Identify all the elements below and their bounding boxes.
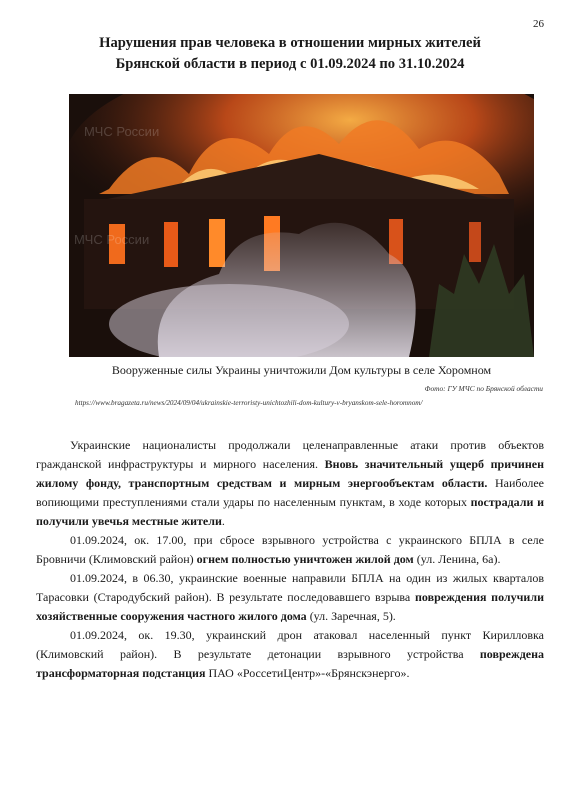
watermark-text: МЧС России	[74, 232, 150, 247]
body-text	[36, 436, 544, 683]
photo-caption: Вооруженные силы Украины уничтожили Дом культуры в селе Хоромном	[111, 363, 492, 377]
text-run: 01.09.2024, ок. 17.00, при сбросе взрывного устройства с украинского БПЛА в селе Бровничи (Климовский район)	[36, 533, 544, 566]
paragraph	[36, 626, 544, 683]
watermark-text: МЧС России	[84, 124, 160, 139]
text-run: .	[221, 514, 225, 528]
paragraph	[36, 569, 544, 626]
bold-text-run: повреждена трансформаторная подстанция	[36, 647, 544, 680]
window-6	[469, 222, 481, 262]
text-run: (ул. Заречная, 5).	[306, 609, 396, 623]
text-run: ПАО «РоссетиЦентр»-«Брянскэнерго».	[205, 666, 410, 680]
photo-credit: Фото: ГУ МЧС по Брянской области	[424, 384, 543, 393]
paragraph	[36, 436, 544, 531]
text-run: (ул. Ленина, 6а).	[413, 552, 501, 566]
title-line-1: Нарушения прав человека в отношении мирных жителей	[99, 35, 481, 51]
text-run: 01.09.2024, в 06.30, украинские военные направили БПЛА на один из жилых кварталов Тарасовки (Стародубский район). В результате последовавшего взрыва	[36, 571, 544, 604]
burning-building-illustration	[69, 94, 534, 357]
text-run: 01.09.2024, ок. 19.30, украинский дрон атаковал населенный пункт Кирилловка (Климовский район). В результате детонации взрывного устройства	[36, 628, 544, 661]
title-line-2: Брянской области в период с 01.09.2024 по 31.10.2024	[115, 56, 465, 72]
text-run: Наиболее вопиющими преступлениями стали удары по населенным пунктам, в ходе которых	[36, 476, 544, 509]
bold-text-run: пострадали и получили увечья местные жители	[36, 495, 544, 528]
source-link[interactable]: https://www.bragazeta.ru/news/2024/09/04/ukrainskie-terroristy-unichtozhili-dom-kultury-v-bryanskom-sele-horomnom/	[75, 399, 423, 407]
bold-text-run: повреждения получили хозяйственные сооружения частного жилого дома	[36, 590, 544, 623]
text-run: Украинские националисты продолжали целенаправленные атаки против объектов гражданской инфраструктуры и мирного населения.	[36, 438, 544, 471]
window-3	[209, 219, 225, 267]
bold-text-run: огнем полностью уничтожен жилой дом	[196, 552, 414, 566]
window-2	[164, 222, 178, 267]
fire-photo	[69, 94, 534, 357]
bold-text-run: Вновь значительный ущерб причинен жилому фонду, транспортным средствам и мирным энергообъектам области.	[36, 457, 544, 490]
page-title	[40, 33, 540, 75]
page-number: 26	[533, 18, 544, 30]
paragraph	[36, 531, 544, 569]
